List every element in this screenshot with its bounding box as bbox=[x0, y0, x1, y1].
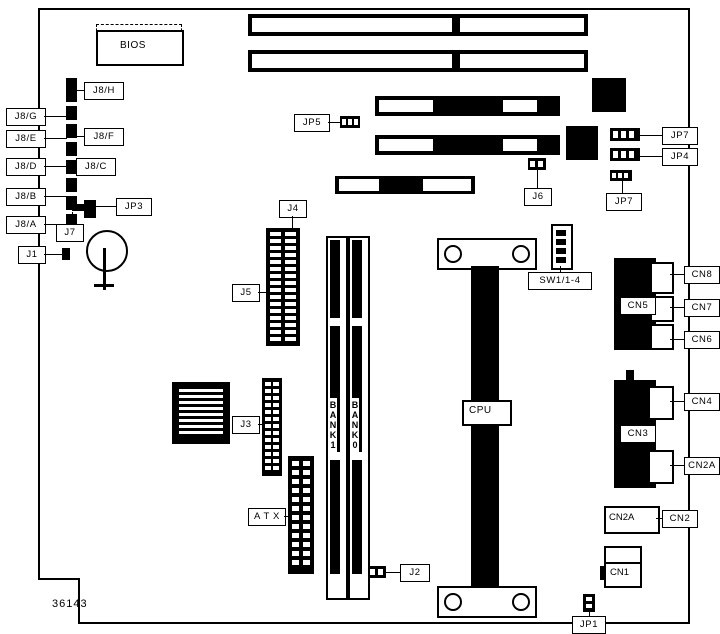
cn1-tab bbox=[600, 566, 606, 580]
cn9-connector bbox=[650, 262, 674, 294]
callout-j1: J1 bbox=[18, 246, 46, 264]
callout-j8d: J8/D bbox=[6, 158, 46, 176]
cpu-mount-hole-tr bbox=[512, 245, 530, 263]
pci2-label: PC2 bbox=[441, 99, 461, 110]
cn7-connector bbox=[650, 324, 674, 350]
callout-j8a: J8/A bbox=[6, 216, 46, 234]
cpu-mount-hole-tl bbox=[444, 245, 462, 263]
j8e-header bbox=[66, 142, 77, 156]
cn4-tab bbox=[626, 370, 634, 380]
callout-cn2: CN2 bbox=[662, 510, 698, 528]
j6-header bbox=[528, 158, 546, 170]
callout-j3: J3 bbox=[232, 416, 260, 434]
callout-j2: J2 bbox=[400, 564, 430, 582]
pci1-label: PC1 bbox=[441, 138, 461, 149]
pci-slot-2 bbox=[375, 96, 560, 116]
isa-slot-2 bbox=[248, 50, 588, 72]
callout-j6: J6 bbox=[524, 188, 552, 206]
cpu-slot bbox=[471, 266, 499, 586]
atx-label: A T X bbox=[248, 508, 286, 526]
callout-j8h: J8/H bbox=[84, 82, 124, 100]
callout-j8b: J8/B bbox=[6, 188, 46, 206]
callout-j4: J4 bbox=[279, 200, 307, 218]
jp5-header bbox=[340, 116, 360, 128]
j8f-header bbox=[66, 124, 77, 138]
callout-cn9: CN8 bbox=[684, 266, 720, 284]
pci-slot-1 bbox=[375, 135, 560, 155]
battery-lead-base bbox=[94, 284, 114, 287]
super-io-chip bbox=[172, 382, 230, 444]
cn2a-label: CN2A bbox=[609, 512, 635, 523]
callout-jp4: JP7 bbox=[662, 127, 698, 145]
callout-cn5: CN4 bbox=[684, 393, 720, 411]
dip-switch bbox=[551, 224, 573, 270]
jp2-header bbox=[610, 148, 640, 161]
callout-j5: J5 bbox=[232, 284, 260, 302]
callout-cn7: CN6 bbox=[684, 331, 720, 349]
j8g-header bbox=[66, 106, 77, 120]
callout-j8f: J8/F bbox=[84, 128, 124, 146]
callout-jp7: JP7 bbox=[606, 193, 642, 211]
j8h-header bbox=[66, 78, 77, 102]
callout-cn8: CN7 bbox=[684, 299, 720, 317]
callout-j8e: J8/E bbox=[6, 130, 46, 148]
callout-j8c: J8/C bbox=[76, 158, 116, 176]
j4-header bbox=[266, 228, 300, 346]
j1-header bbox=[62, 248, 70, 260]
callout-cn6: CN5 bbox=[620, 297, 656, 315]
jp7-header bbox=[610, 170, 632, 181]
jp1-header bbox=[583, 594, 595, 612]
callout-jp5: JP5 bbox=[294, 114, 330, 132]
jp4-header bbox=[610, 128, 640, 141]
isa-slot-1 bbox=[248, 14, 588, 36]
chipset-north bbox=[592, 78, 626, 112]
figure-id: 36143 bbox=[52, 598, 88, 610]
j3-header bbox=[262, 378, 282, 476]
cpu-mount-hole-br bbox=[512, 593, 530, 611]
cn1-label: CN1 bbox=[610, 567, 630, 578]
chipset-south bbox=[566, 126, 598, 160]
cn5-connector bbox=[648, 386, 674, 420]
callout-jp2: JP4 bbox=[662, 148, 698, 166]
cn3-connector bbox=[648, 450, 674, 484]
callout-sw1: SW1/1-4 bbox=[528, 272, 592, 290]
callout-j8g: J8/G bbox=[6, 108, 46, 126]
board-notch-fill bbox=[0, 578, 40, 624]
j8c-header bbox=[66, 178, 77, 192]
jp3-header bbox=[84, 200, 96, 218]
callout-cn3: CN2A bbox=[684, 457, 720, 475]
cpu-mount-hole-bl bbox=[444, 593, 462, 611]
bank0-label: BANK0 bbox=[350, 400, 360, 450]
battery bbox=[86, 230, 128, 272]
bios-label: BIOS bbox=[120, 40, 146, 51]
agp-label: AGP bbox=[392, 178, 414, 189]
callout-jp1: JP1 bbox=[572, 616, 606, 634]
bank1-label: BANK1 bbox=[328, 400, 338, 450]
callout-j7: J7 bbox=[56, 224, 84, 242]
atx-connector bbox=[288, 456, 314, 574]
cpu-label: CPU bbox=[469, 405, 492, 416]
callout-cn4: CN3 bbox=[620, 425, 656, 443]
callout-jp3: JP3 bbox=[116, 198, 152, 216]
j2-header bbox=[368, 566, 386, 578]
